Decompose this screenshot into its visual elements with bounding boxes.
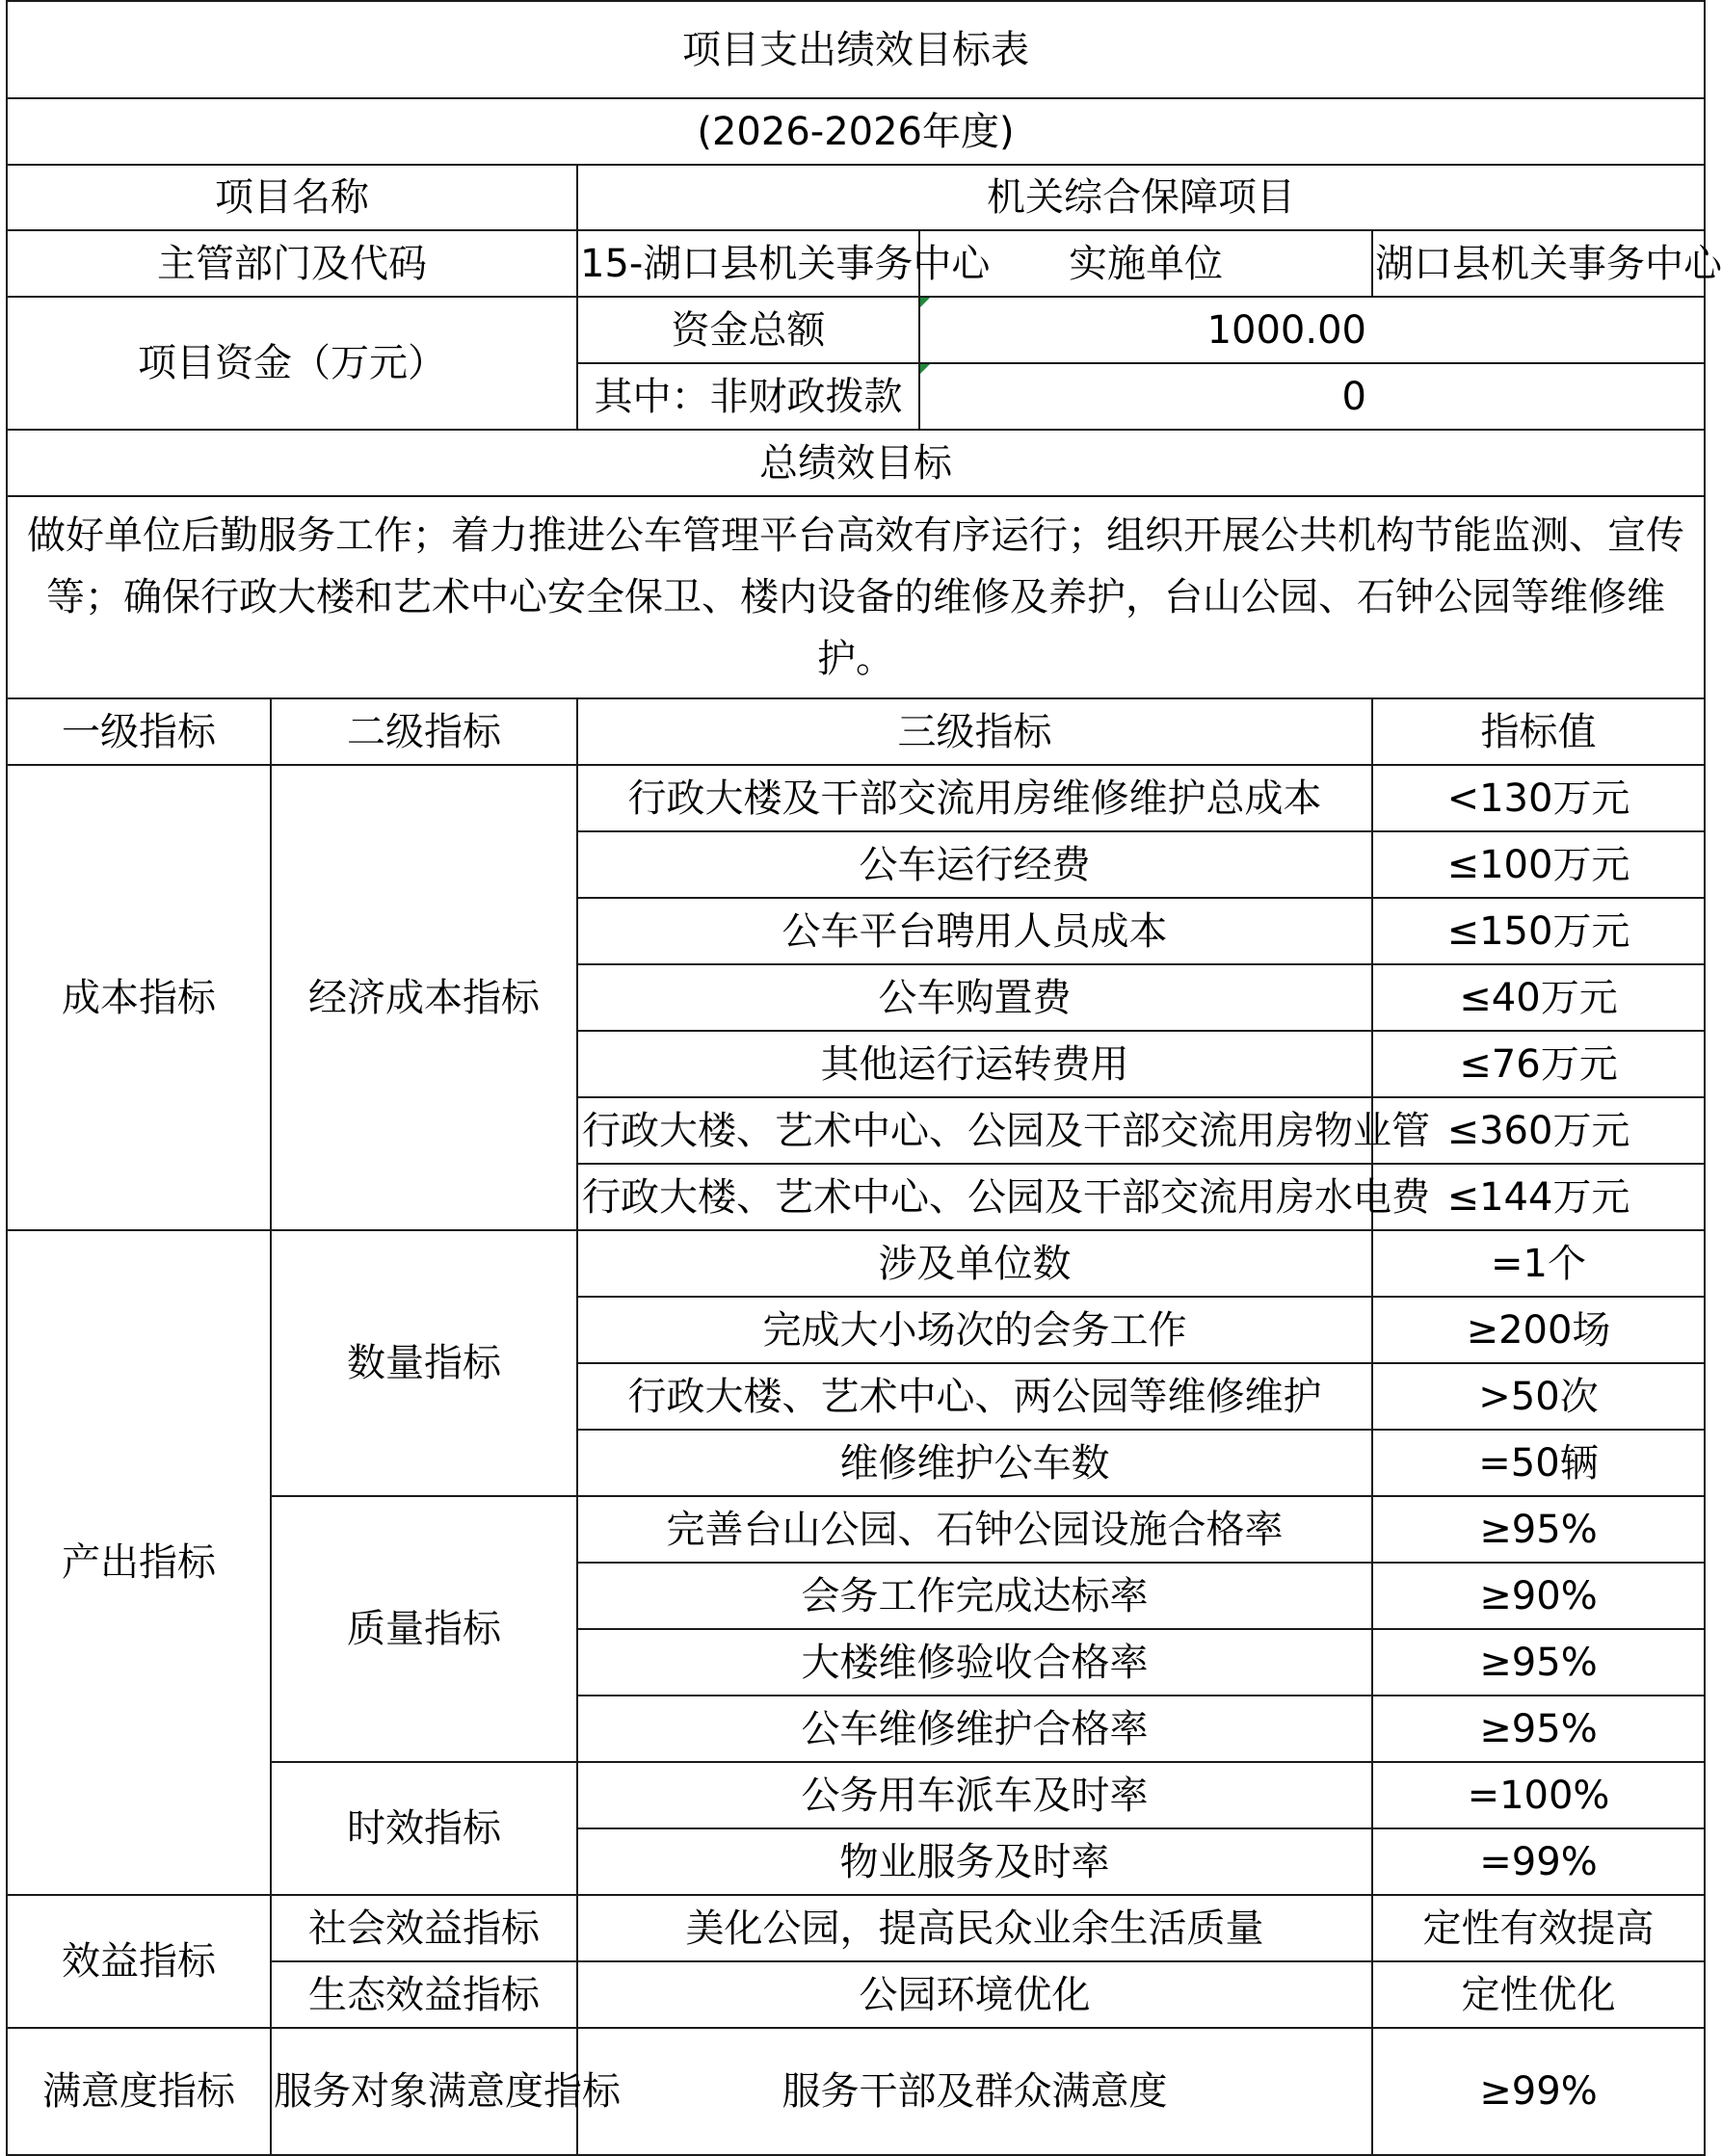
nonfiscal-label: 其中：非财政拨款 (577, 363, 919, 430)
level2-social-benefit: 社会效益指标 (271, 1895, 577, 1961)
level2-quantity: 数量指标 (271, 1230, 577, 1496)
indicator-name: 服务干部及群众满意度 (577, 2028, 1372, 2155)
impl-value: 湖口县机关事务中心 (1372, 230, 1705, 297)
indicator-name: 公车维修维护合格率 (577, 1696, 1372, 1762)
indicator-value: ≤150万元 (1372, 898, 1705, 964)
level2-quality: 质量指标 (271, 1496, 577, 1762)
header-level1: 一级指标 (7, 698, 271, 765)
project-name-label: 项目名称 (7, 165, 577, 230)
level1-satisfaction: 满意度指标 (7, 2028, 271, 2155)
header-value: 指标值 (1372, 698, 1705, 765)
indicator-name: 会务工作完成达标率 (577, 1563, 1372, 1629)
level1-cost: 成本指标 (7, 765, 271, 1230)
indicator-name: 涉及单位数 (577, 1230, 1372, 1297)
indicator-name: 公车平台聘用人员成本 (577, 898, 1372, 964)
indicator-value: >50次 (1372, 1363, 1705, 1430)
indicator-value: =99% (1372, 1828, 1705, 1895)
indicator-name: 大楼维修验收合格率 (577, 1629, 1372, 1696)
dept-label: 主管部门及代码 (7, 230, 577, 297)
level2-service-satisfaction: 服务对象满意度指标 (271, 2028, 577, 2155)
indicator-value: ≤100万元 (1372, 831, 1705, 898)
indicator-value: ≥200场 (1372, 1297, 1705, 1363)
indicator-name: 完善台山公园、石钟公园设施合格率 (577, 1496, 1372, 1563)
indicator-value: ≥90% (1372, 1563, 1705, 1629)
indicator-name: 行政大楼、艺术中心、公园及干部交流用房水电费 (577, 1164, 1372, 1230)
indicator-value: ≤40万元 (1372, 964, 1705, 1031)
period: (2026-2026年度) (7, 98, 1705, 165)
indicator-name: 公园环境优化 (577, 1961, 1372, 2028)
total-value: 1000.00 (919, 297, 1705, 363)
level1-benefit: 效益指标 (7, 1895, 271, 2028)
level2-economic-cost: 经济成本指标 (271, 765, 577, 1230)
nonfiscal-value: 0 (919, 363, 1705, 430)
indicator-name: 维修维护公车数 (577, 1430, 1372, 1496)
level2-timeliness: 时效指标 (271, 1762, 577, 1895)
indicator-value: 定性优化 (1372, 1961, 1705, 2028)
project-name-value: 机关综合保障项目 (577, 165, 1705, 230)
overall-text: 做好单位后勤服务工作；着力推进公车管理平台高效有序运行；组织开展公共机构节能监测、宣传等；确保行政大楼和艺术中心安全保卫、楼内设备的维修及养护，台山公园、石钟公园等维修维护。 (7, 496, 1705, 698)
indicator-name: 公车购置费 (577, 964, 1372, 1031)
level2-ecological-benefit: 生态效益指标 (271, 1961, 577, 2028)
table-title: 项目支出绩效目标表 (7, 1, 1705, 98)
header-level2: 二级指标 (271, 698, 577, 765)
impl-label: 实施单位 (919, 230, 1372, 297)
indicator-name: 行政大楼、艺术中心、公园及干部交流用房物业管 (577, 1097, 1372, 1164)
indicator-value: ≥95% (1372, 1496, 1705, 1563)
indicator-name: 公车运行经费 (577, 831, 1372, 898)
indicator-value: ≤144万元 (1372, 1164, 1705, 1230)
indicator-value: ≤360万元 (1372, 1097, 1705, 1164)
indicator-name: 美化公园，提高民众业余生活质量 (577, 1895, 1372, 1961)
indicator-value: 定性有效提高 (1372, 1895, 1705, 1961)
indicator-value: ≥95% (1372, 1629, 1705, 1696)
indicator-name: 行政大楼及干部交流用房维修维护总成本 (577, 765, 1372, 831)
header-level3: 三级指标 (577, 698, 1372, 765)
indicator-name: 完成大小场次的会务工作 (577, 1297, 1372, 1363)
indicator-value: ≥95% (1372, 1696, 1705, 1762)
indicator-value: <130万元 (1372, 765, 1705, 831)
indicator-value: ≥99% (1372, 2028, 1705, 2155)
indicator-value: ≤76万元 (1372, 1031, 1705, 1097)
indicator-value: =1个 (1372, 1230, 1705, 1297)
indicator-value: =100% (1372, 1762, 1705, 1828)
total-label: 资金总额 (577, 297, 919, 363)
indicator-name: 公务用车派车及时率 (577, 1762, 1372, 1828)
indicator-name: 行政大楼、艺术中心、两公园等维修维护 (577, 1363, 1372, 1430)
indicator-value: =50辆 (1372, 1430, 1705, 1496)
indicator-name: 其他运行运转费用 (577, 1031, 1372, 1097)
level1-output: 产出指标 (7, 1230, 271, 1895)
funds-label: 项目资金（万元） (7, 297, 577, 430)
performance-table (6, 0, 1722, 2156)
dept-value: 15-湖口县机关事务中心 (577, 230, 919, 297)
indicator-name: 物业服务及时率 (577, 1828, 1372, 1895)
overall-label: 总绩效目标 (7, 430, 1705, 496)
